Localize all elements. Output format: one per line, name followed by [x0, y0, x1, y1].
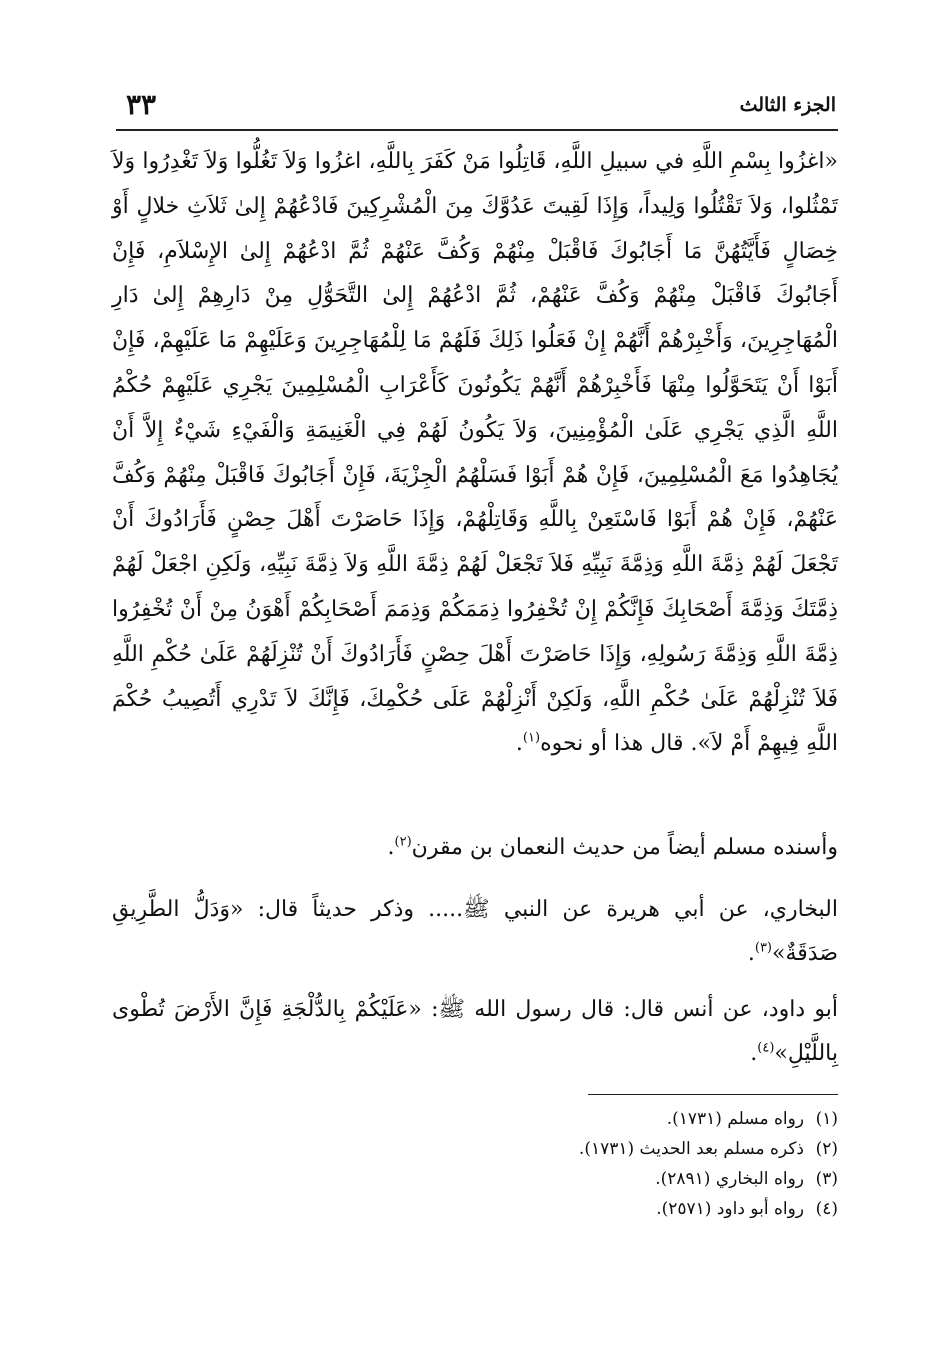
running-head: الجزء الثالث: [739, 94, 836, 116]
page-number: ٣٣: [126, 88, 157, 121]
footnote-ref-4: (٤): [757, 1040, 775, 1056]
footnote-ref-2: (٢): [394, 834, 412, 850]
footnote-ref-3: (٣): [754, 940, 772, 956]
paragraph-4-end: .: [750, 1041, 758, 1066]
footnote-3: [338, 1164, 838, 1194]
footnote-text: رواه أبو داود (٢٥٧١).: [656, 1199, 804, 1219]
paragraph-1-end: .: [515, 731, 523, 757]
footnote-text: رواه البخاري (٢٨٩١).: [655, 1169, 804, 1189]
paragraph-1: [112, 140, 838, 767]
footnote-1: [338, 1104, 838, 1134]
paragraph-3: [112, 888, 866, 976]
page-header: [118, 88, 836, 122]
paragraph-4-text: أبو داود، عن أنس قال: قال رسول الله ﷺ: «عَلَيْكُمْ بِالدُّلْجَةِ فَإِنَّ الأَرْضَ تُطْوى بِاللَّيْلِ»: [112, 997, 839, 1066]
footnote-number: (٣): [815, 1169, 838, 1189]
footnote-4: [338, 1194, 838, 1224]
paragraph-2-end: .: [387, 835, 395, 860]
footnote-number: (٤): [815, 1199, 838, 1219]
paragraph-3-text: البخاري، عن أبي هريرة عن النبي ﷺ..... وذكر حديثاً قال: «وَدَلُّ الطَّرِيقِ صَدَقَةٌ»: [112, 897, 838, 966]
footnote-number: (٢): [815, 1139, 838, 1159]
footnote-ref-1: (١): [522, 731, 541, 747]
footnotes: [338, 1104, 838, 1224]
paragraph-3-end: .: [747, 941, 755, 966]
paragraph-1-text: «اغزُوا بِسْمِ اللَّهِ في سبيلِ اللَّهِ، قَاتِلُوا مَنْ كَفَرَ بِاللَّهِ، اغزُوا وَلاَ تَغُلُّوا وَلاَ تَغْدِرُوا وَلاَ تَمْثُلوا، وَلاَ تَقْتُلُوا وَلِيداً، وَإِذَا لَقِيتَ عَدُوَّكَ مِنَ الْمُشْرِكِينَ فَادْعُهُمْ إِلىٰ ثَلاَثِ خلالٍ أَوْ خِصَالٍ فَأَيَّتُهُنَّ مَا أَجَابُوكَ فَاقْبَلْ مِنْهُمْ وَكُفَّ عَنْهُمْ ثُمَّ ادْعُهُمْ إِلىٰ الإِسْلاَمِ، فَإِنْ أَجَابُوكَ فَاقْبَلْ مِنْهُمْ وَكُفَّ عَنْهُمْ، ثُمَّ ادْعُهُمْ إِلىٰ التَّحَوُّلِ مِنْ دَارِهِمْ إِلىٰ دَارِ الْمُهَاجِرِينَ، وَأَخْبِرْهُمْ أَنَّهُمْ إِنْ فَعَلُوا ذَلِكَ فَلَهُمْ مَا لِلْمُهَاجِرِينَ وَعَلَيْهِمْ مَا عَلَيْهِمْ، فَإِنْ أَبَوْا أَنْ يَتَحَوَّلُوا مِنْهَا فَأَخْبِرْهُمْ أَنَّهُمْ يَكُونُونَ كَأَعْرَابِ الْمُسْلِمِينَ يَجْرِي عَلَيْهِمْ حُكْمُ اللَّهِ الَّذِي يَجْرِي عَلَىٰ الْمُؤْمِنِينَ، وَلاَ يَكُونُ لَهُمْ فِي الْغَنِيمَةِ وَالْفَيْءِ شَيْءٌ إِلاَّ أَنْ يُجَاهِدُوا مَعَ الْمُسْلِمِينَ، فَإِنْ هُمْ أَبَوْا فَسَلْهُمُ الْجِزْيَةَ، فَإِنْ أَجَابُوكَ فَاقْبَلْ مِنْهُمْ وَكُفَّ عَنْهُمْ، فَإِنْ هُمْ أَبَوْا فَاسْتَعِنْ بِاللَّهِ وَقَاتِلْهُمْ، وَإِذَا حَاصَرْتَ أَهْلَ حِصْنٍ فَأَرَادُوكَ أَنْ تَجْعَلَ لَهُمْ ذِمَّةَ اللَّهِ وَذِمَّةَ نَبِيِّهِ فَلاَ تَجْعَلْ لَهُمْ ذِمَّةَ اللَّهِ وَلاَ ذِمَّةَ نَبِيِّهِ، وَلَكِنِ اجْعَلْ لَهُمْ ذِمَّتَكَ وَذِمَّةَ أَصْحَابِكَ فَإِنَّكُمْ إِنْ تُخْفِرُوا ذِمَمَكُمْ وَذِمَمَ أَصْحَابِكُمْ أَهْوَنُ مِنْ أَنْ تُخْفِرُوا ذِمَّةَ اللَّهِ وَذِمَّةَ رَسُولِهِ، وَإِذَا حَاصَرْتَ أَهْلَ حِصْنٍ فَأَرَادُوكَ أَنْ تُنْزِلَهُمْ عَلَىٰ حُكْمِ اللَّهِ فَلاَ تُنْزِلْهُمْ عَلَىٰ حُكْمِ اللَّهِ، وَلَكِنْ أَنْزِلْهُمْ عَلَى حُكْمِكَ، فَإِنَّكَ لاَ تَدْرِي أَتُصِيبُ حُكْمَ اللَّهِ فِيهِمْ أَمْ لاَ». قال هذا أو نحوه: [112, 149, 838, 757]
footnote-2: [338, 1134, 838, 1164]
footnote-text: رواه مسلم (١٧٣١).: [666, 1109, 804, 1129]
hadith-paragraph: [112, 140, 838, 767]
paragraph-2: [112, 826, 866, 870]
footnote-number: (١): [815, 1109, 838, 1129]
paragraph-4: [112, 988, 866, 1076]
footnote-text: ذكره مسلم بعد الحديث (١٧٣١).: [578, 1139, 804, 1159]
paragraph-2-text: وأسنده مسلم أيضاً من حديث النعمان بن مقرن: [411, 835, 838, 860]
header-rule: [116, 129, 838, 131]
footnote-separator: [588, 1094, 838, 1095]
